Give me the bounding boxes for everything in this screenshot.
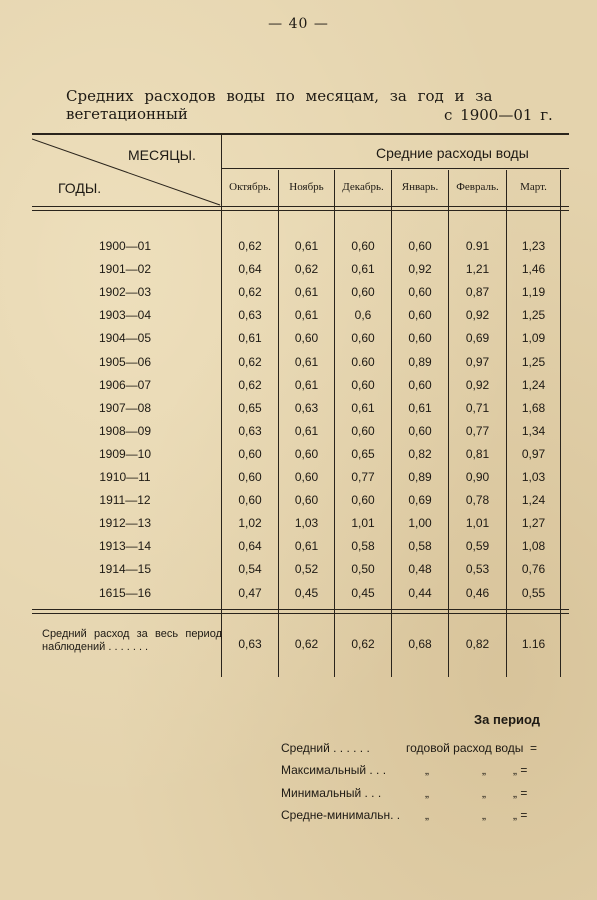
year-cell: 1903—04	[98, 308, 152, 322]
value-cell: 0,69	[465, 331, 490, 345]
value-cell: 0,55	[521, 586, 546, 600]
year-cell: 1910—11	[99, 470, 151, 484]
value-cell: 0,54	[238, 562, 262, 576]
average-value-cell: 0,68	[408, 637, 432, 651]
value-cell: 0,60	[408, 308, 432, 322]
value-cell: 0,77	[465, 424, 490, 438]
value-cell: 1,01	[465, 516, 490, 530]
value-cell: 0,61	[294, 424, 319, 438]
summary-label: Минимальный . . .	[281, 786, 382, 800]
value-cell: 0,61	[294, 378, 319, 392]
value-cell: 0,60	[351, 239, 375, 253]
value-cell: 0,81	[465, 447, 490, 461]
value-cell: 0,61	[238, 331, 262, 345]
col-divider-6	[560, 170, 561, 677]
corner-months-label: МЕСЯЦЫ.	[128, 147, 196, 163]
title-line-1: Средних расходов воды по месяцам, за год и за вегетационный	[66, 87, 493, 123]
value-cell: 0,92	[465, 308, 490, 322]
value-cell: 1,08	[521, 539, 546, 553]
year-cell: 1908—09	[98, 424, 152, 438]
value-cell: 0,58	[351, 539, 375, 553]
value-cell: 0,61	[351, 262, 375, 276]
value-cell: 0,61	[351, 401, 375, 415]
value-cell: 0,6	[354, 308, 372, 322]
value-cell: 0,92	[465, 378, 490, 392]
value-cell: 1,24	[521, 378, 546, 392]
value-cell: 0,52	[294, 562, 319, 576]
value-cell: 0,45	[294, 586, 319, 600]
value-cell: 1,19	[521, 285, 546, 299]
value-cell: 0,45	[351, 586, 375, 600]
value-cell: 0,60	[238, 447, 262, 461]
value-cell: 1,68	[521, 401, 546, 415]
column-header: Ноябрь	[289, 181, 324, 193]
value-cell: 1,00	[408, 516, 432, 530]
value-cell: 0,62	[238, 355, 262, 369]
ditto-mark: „	[425, 763, 429, 777]
ditto-mark: „	[482, 763, 486, 777]
summary-text: годовой расход воды	[406, 741, 524, 755]
value-cell: 1,34	[521, 424, 546, 438]
value-cell: 0,71	[465, 401, 490, 415]
column-header: Март.	[520, 181, 547, 193]
value-cell: 0,48	[408, 562, 432, 576]
value-cell: 1,25	[521, 355, 546, 369]
average-value-cell: 0,62	[351, 637, 375, 651]
value-cell: 0,46	[465, 586, 490, 600]
value-cell: 0,60	[294, 331, 319, 345]
value-cell: 0,61	[294, 355, 319, 369]
average-value-cell: 0,62	[294, 637, 319, 651]
value-cell: 0,47	[238, 586, 262, 600]
page-number: — 40 —	[268, 16, 329, 32]
column-header: Январь.	[401, 181, 439, 193]
year-cell: 1914—15	[98, 562, 152, 576]
value-cell: 0,60	[294, 493, 319, 507]
value-cell: 1,03	[521, 470, 546, 484]
value-cell: 0,60	[408, 331, 432, 345]
value-cell: 0,89	[408, 355, 432, 369]
value-cell: 0,63	[238, 308, 262, 322]
value-cell: 0,62	[238, 239, 262, 253]
value-cell: 1,01	[351, 516, 375, 530]
value-cell: 0,58	[408, 539, 432, 553]
summary-label: Максимальный . . .	[281, 763, 387, 777]
value-cell: 1,23	[521, 239, 546, 253]
value-cell: 0,60	[351, 424, 375, 438]
value-cell: 0,60	[408, 239, 432, 253]
value-cell: 0,63	[294, 401, 319, 415]
value-cell: 0,61	[294, 539, 319, 553]
value-cell: 0,63	[238, 424, 262, 438]
value-cell: 0,60	[408, 424, 432, 438]
value-cell: 0,64	[238, 262, 262, 276]
value-cell: 0,61	[294, 239, 319, 253]
value-cell: 0,44	[408, 586, 432, 600]
value-cell: 0,60	[408, 378, 432, 392]
value-cell: 1,02	[238, 516, 262, 530]
value-cell: 0,97	[465, 355, 490, 369]
value-cell: 0,60	[351, 493, 375, 507]
body-bottom-rule	[32, 609, 569, 610]
value-cell: 0,65	[351, 447, 375, 461]
summary-row	[0, 763, 597, 781]
summary-label: Средний . . . . . .	[281, 741, 370, 755]
header-bottom-rule-2	[32, 210, 569, 211]
value-cell: 0,60	[351, 285, 375, 299]
value-cell: 0.60	[351, 355, 375, 369]
year-cell: 1912—13	[98, 516, 152, 530]
year-cell: 1906—07	[98, 378, 152, 392]
average-value-cell: 0,82	[465, 637, 490, 651]
value-cell: 0,61	[408, 401, 432, 415]
body-bottom-rule-2	[32, 613, 569, 614]
year-cell: 1909—10	[98, 447, 152, 461]
value-cell: 0,82	[408, 447, 432, 461]
value-cell: 0,59	[465, 539, 490, 553]
group-header-underline	[222, 168, 569, 169]
year-cell: 1900—01	[98, 239, 152, 253]
value-cell: 1,21	[465, 262, 490, 276]
summary-tail: „ =	[513, 763, 528, 777]
summary-row	[0, 808, 597, 826]
corner-years-label: ГОДЫ.	[58, 180, 102, 196]
summary-tail: „ =	[513, 808, 528, 822]
value-cell: 0,60	[351, 331, 375, 345]
value-cell: 0,64	[238, 539, 262, 553]
value-cell: 1,25	[521, 308, 546, 322]
value-cell: 0,92	[408, 262, 432, 276]
value-cell: 0,62	[238, 285, 262, 299]
average-value-cell: 0,63	[238, 637, 262, 651]
value-cell: 0,61	[294, 285, 319, 299]
value-cell: 0,60	[238, 493, 262, 507]
column-header: Октябрь.	[229, 181, 271, 193]
value-cell: 0,60	[408, 285, 432, 299]
value-cell: 0,87	[465, 285, 490, 299]
ditto-mark: „	[425, 808, 429, 822]
year-cell: 1905—06	[98, 355, 152, 369]
value-cell: 0,78	[465, 493, 490, 507]
period-heading: За период	[474, 712, 541, 727]
value-cell: 0,97	[521, 447, 546, 461]
average-label: Средний расход за весь период наблюдений . . . . . . .	[42, 628, 222, 653]
group-header: Средние расходы воды	[376, 145, 529, 161]
ditto-mark: „	[482, 786, 486, 800]
year-cell: 1901—02	[98, 262, 152, 276]
value-cell: 1,46	[521, 262, 546, 276]
value-cell: 1,24	[521, 493, 546, 507]
title-line-2: с 1900—01 г.	[444, 106, 553, 124]
value-cell: 1,03	[294, 516, 319, 530]
summary-tail: „ =	[513, 786, 528, 800]
year-cell: 1913—14	[98, 539, 152, 553]
value-cell: 0,62	[238, 378, 262, 392]
ditto-mark: „	[482, 808, 486, 822]
value-cell: 0,62	[294, 262, 319, 276]
year-cell: 1615—16	[98, 586, 152, 600]
year-cell: 1911—12	[99, 493, 151, 507]
value-cell: 0,60	[351, 378, 375, 392]
value-cell: 0,60	[238, 470, 262, 484]
year-cell: 1904—05	[98, 331, 152, 345]
year-cell: 1902—03	[98, 285, 152, 299]
ditto-mark: „	[425, 786, 429, 800]
column-header: Декабрь.	[342, 181, 384, 193]
value-cell: 0,76	[521, 562, 546, 576]
value-cell: 0,50	[351, 562, 375, 576]
corner-diagonal	[32, 135, 222, 207]
column-header: Февраль.	[456, 181, 499, 193]
value-cell: 0,53	[465, 562, 490, 576]
value-cell: 1,09	[521, 331, 546, 345]
summary-label: Средне-минимальн. .	[281, 808, 401, 822]
value-cell: 0,60	[294, 470, 319, 484]
summary-tail: =	[530, 741, 538, 755]
summary-row	[0, 741, 597, 759]
value-cell: 0,90	[465, 470, 490, 484]
value-cell: 0,89	[408, 470, 432, 484]
value-cell: 0.91	[465, 239, 490, 253]
year-cell: 1907—08	[98, 401, 152, 415]
value-cell: 0,61	[294, 308, 319, 322]
value-cell: 0,60	[294, 447, 319, 461]
average-value-cell: 1.16	[521, 637, 546, 651]
value-cell: 1,27	[521, 516, 546, 530]
value-cell: 0,65	[238, 401, 262, 415]
summary-row	[0, 786, 597, 804]
value-cell: 0,69	[408, 493, 432, 507]
value-cell: 0,77	[351, 470, 375, 484]
